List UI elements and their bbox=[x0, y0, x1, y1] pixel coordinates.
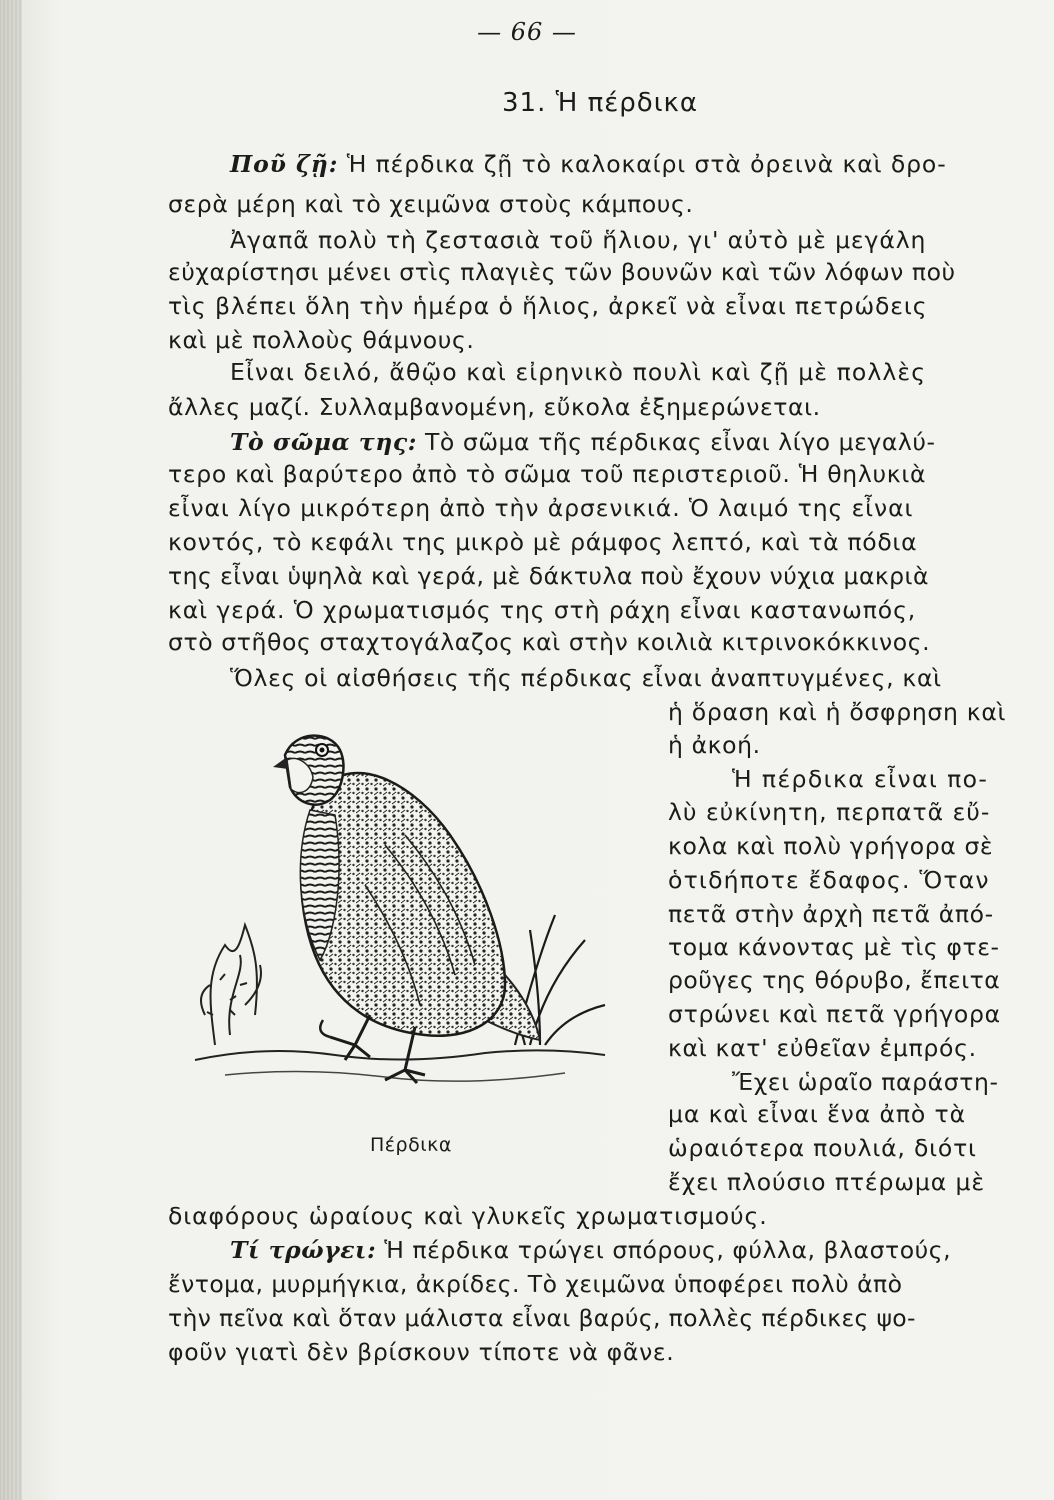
side-line-14: ὡραιότερα πουλιά, διότι bbox=[668, 1134, 977, 1162]
side-line-12: Ἔχει ὡραῖο παράστη- bbox=[732, 1068, 999, 1096]
text-line-20: τὴν πεῖνα καὶ ὅταν μάλιστα εἶναι βαρύς, πολλὲς πέρδικες ψο- bbox=[168, 1304, 916, 1332]
section-label-habitat: Ποῦ ζῇ: bbox=[230, 150, 339, 178]
side-line-3: Ἡ πέρδικα εἶναι πο- bbox=[732, 765, 989, 793]
page-number: — 66 — bbox=[477, 18, 577, 46]
partridge-illustration-icon bbox=[185, 715, 625, 1125]
side-line-1: ἡ ὅραση καὶ ἡ ὄσφρηση καὶ bbox=[668, 698, 1007, 726]
text-line-6: καὶ μὲ πολλοὺς θάμνους. bbox=[168, 326, 475, 354]
text-line-4: εὐχαρίστησι μένει στὶς πλαγιὲς τῶν βουνῶν καὶ τῶν λόφων ποὺ bbox=[168, 258, 956, 286]
side-line-13: μα καὶ εἶναι ἕνα ἀπὸ τὰ bbox=[668, 1100, 966, 1128]
text-line-16: Ὅλες οἱ αἰσθήσεις τῆς πέρδικας εἶναι ἀναπτυγμένες, καὶ bbox=[230, 664, 942, 692]
side-line-11: καὶ κατ' εὐθεῖαν ἐμπρός. bbox=[668, 1034, 977, 1062]
side-line-8: τομα κάνοντας μὲ τὶς φτε- bbox=[668, 933, 1000, 961]
side-line-7: πετᾶ στὴν ἀρχὴ πετᾶ ἀπό- bbox=[668, 900, 994, 928]
text-line-10: τερο καὶ βαρύτερο ἀπὸ τὸ σῶμα τοῦ περιστεριοῦ. Ἡ θηλυκιὰ bbox=[168, 460, 927, 488]
text-line-2: σερὰ μέρη καὶ τὸ χειμῶνα στοὺς κάμπους. bbox=[168, 190, 694, 218]
text-line-3: Ἀγαπᾶ πολὺ τὴ ζεστασιὰ τοῦ ἥλιου, γι' αὐτὸ μὲ μεγάλη bbox=[230, 226, 927, 254]
side-line-6: ὁτιδήποτε ἔδαφος. Ὅταν bbox=[668, 866, 990, 894]
text-line-8: ἄλλες μαζί. Συλλαμβανομένη, εὔκολα ἐξημερώνεται. bbox=[168, 393, 821, 421]
side-line-5: κολα καὶ πολὺ γρήγορα σὲ bbox=[668, 832, 994, 860]
text-line-12: κοντός, τὸ κεφάλι της μικρὸ μὲ ράμφος λεπτό, καὶ τὰ πόδια bbox=[168, 528, 918, 556]
text-line-11: εἶναι λίγο μικρότερη ἀπὸ τὴν ἀρσενικιά. Ὁ λαιμό της εἶναι bbox=[168, 494, 914, 522]
side-line-2: ἡ ἀκοή. bbox=[668, 731, 761, 759]
side-line-9: ροῦγες της θόρυβο, ἔπειτα bbox=[668, 966, 1001, 994]
text-line-14: καὶ γερά. Ὁ χρωματισμός της στὴ ράχη εἶναι καστανωπός, bbox=[168, 596, 917, 624]
side-line-4: λὺ εὐκίνητη, περπατᾶ εὔ- bbox=[668, 798, 991, 826]
section-label-food: Τί τρώγει: bbox=[230, 1236, 377, 1264]
side-line-15: ἔχει πλούσιο πτέρωμα μὲ bbox=[668, 1168, 985, 1196]
text-line-5: τὶς βλέπει ὅλη τὴν ἡμέρα ὁ ἥλιος, ἀρκεῖ νὰ εἶναι πετρώδεις bbox=[168, 292, 928, 320]
text-line-13: της εἶναι ὑψηλὰ καὶ γερά, μὲ δάκτυλα ποὺ ἔχουν νύχια μακριὰ bbox=[168, 562, 929, 590]
text-line-1: Ποῦ ζῇ: Ἡ πέρδικα ζῇ τὸ καλοκαίρι στὰ ὀρεινὰ καὶ δρο- bbox=[230, 150, 947, 178]
text-line-21: φοῦν γιατὶ δὲν βρίσκουν τίποτε νὰ φᾶνε. bbox=[168, 1338, 675, 1366]
text-line-7: Εἶναι δειλό, ἄθῷο καὶ εἰρηνικὸ πουλὶ καὶ ζῇ μὲ πολλὲς bbox=[230, 358, 927, 386]
text-line-18: Τί τρώγει: Ἡ πέρδικα τρώγει σπόρους, φύλλα, βλαστούς, bbox=[230, 1236, 952, 1264]
figure-caption: Πέρδικα bbox=[370, 1134, 452, 1156]
section-label-body: Τὸ σῶμα της: bbox=[230, 428, 417, 456]
side-line-10: στρώνει καὶ πετᾶ γρήγορα bbox=[668, 1000, 1001, 1028]
lesson-title: 31. Ἡ πέρδικα bbox=[502, 88, 698, 118]
page-edge bbox=[0, 0, 22, 1500]
text-line-15: στὸ στῆθος σταχτογάλαζος καὶ στὴν κοιλιὰ κιτρινοκόκκινος. bbox=[168, 628, 931, 656]
text-line-19: ἔντομα, μυρμήγκια, ἀκρίδες. Τὸ χειμῶνα ὑποφέρει πολὺ ἀπὸ bbox=[168, 1270, 903, 1298]
text-line-9: Τὸ σῶμα της: Τὸ σῶμα τῆς πέρδικας εἶναι λίγο μεγαλύ- bbox=[230, 428, 936, 456]
text-line-17: διαφόρους ὡραίους καὶ γλυκεῖς χρωματισμούς. bbox=[168, 1202, 768, 1230]
